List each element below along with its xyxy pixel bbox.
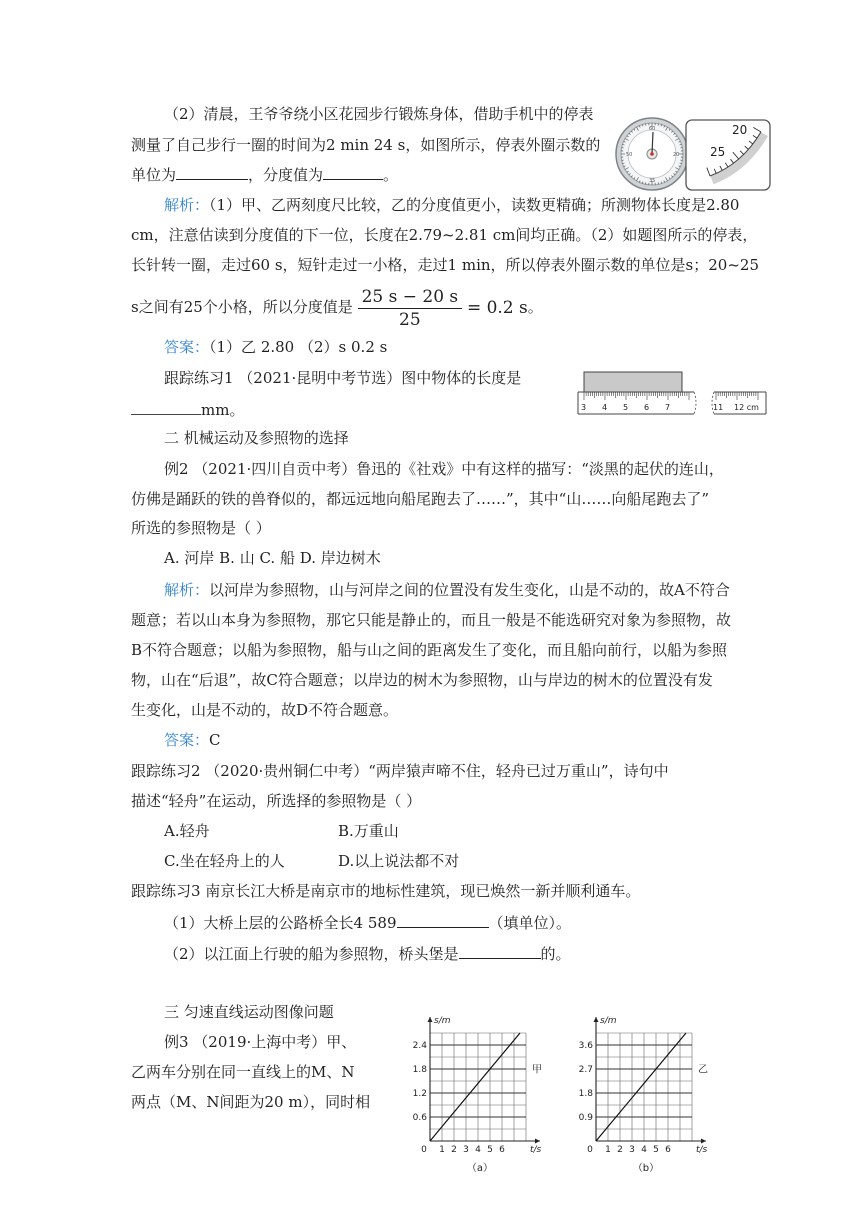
section-3-heading: 三 匀速直线运动图像问题 bbox=[164, 1003, 334, 1021]
fraction-numerator: 25 s − 20 s bbox=[358, 286, 463, 309]
practice-1-line-2 bbox=[131, 398, 244, 420]
problem-2-line-3 bbox=[131, 163, 398, 185]
option-c: C.坐在轻舟上的人 bbox=[164, 852, 285, 870]
practice-2-line-1: 跟踪练习2 （2020·贵州铜仁中考）“两岸猿声啼不住，轻舟已过万重山”，诗句中 bbox=[131, 762, 669, 780]
text: （2）以江面上行驶的船为参照物，桥头堡是 bbox=[164, 945, 459, 963]
text: （填单位）。 bbox=[488, 914, 572, 932]
section-2-heading: 二 机械运动及参照物的选择 bbox=[164, 429, 349, 447]
text: （1）乙 2.80 （2）s 0.2 s bbox=[209, 338, 388, 356]
x-tick-label: 3 bbox=[629, 1145, 635, 1155]
x-tick-label: 4 bbox=[475, 1145, 481, 1155]
series-line bbox=[596, 1033, 686, 1141]
svg-text:50: 50 bbox=[626, 152, 633, 158]
ruler bbox=[578, 392, 766, 414]
graph-caption: （a） bbox=[466, 1163, 494, 1174]
text: 的。 bbox=[540, 945, 571, 963]
analysis-1-line-4 bbox=[131, 282, 543, 333]
analysis-label: 解析： bbox=[164, 581, 210, 599]
text: 单位为 bbox=[131, 166, 177, 184]
ruler-tick-label: 5 bbox=[623, 403, 629, 412]
y-tick-label: 0.9 bbox=[578, 1113, 593, 1123]
analysis-2-line-3: B不符合题意；以船为参照物，船与山之间的距离发生了变化，而且船向前行，以船为参照 bbox=[131, 641, 728, 659]
ruler-tick-label: 7 bbox=[665, 403, 671, 412]
problem-2-line-1: （2）清晨，王爷爷绕小区花园步行锻炼身体，借助手机中的停表 bbox=[164, 105, 594, 123]
example-3-line-2: 乙两车分别在同一直线上的M、N bbox=[131, 1063, 355, 1081]
example-2-line-3: 所选的参照物是（ ） bbox=[131, 519, 271, 537]
st-graph-b bbox=[566, 1016, 726, 1174]
answer-2 bbox=[164, 730, 221, 750]
y-tick-label: 1.8 bbox=[412, 1065, 427, 1075]
practice-2-line-2: 描述“轻舟”在运动，所选择的参照物是（ ） bbox=[131, 792, 422, 810]
x-tick-label: 1 bbox=[605, 1145, 611, 1155]
analysis-1-line-2: cm，注意估读到分度值的下一位，长度在2.79~2.81 cm间均正确。（2）如题图所示的停表， bbox=[131, 226, 758, 244]
x-tick-label: 1 bbox=[439, 1145, 445, 1155]
answer-blank[interactable] bbox=[397, 911, 489, 928]
text: 。 bbox=[527, 298, 543, 316]
y-tick-label: 2.7 bbox=[578, 1065, 593, 1075]
x-axis-label: t/s bbox=[530, 1145, 542, 1155]
ruler-tick-label: 12 cm bbox=[734, 403, 759, 412]
y-axis-label: s/m bbox=[434, 1016, 451, 1026]
graph-caption: （b） bbox=[632, 1163, 660, 1174]
problem-2-line-2: 测量了自己步行一圈的时间为2 min 24 s，如图所示，停表外圈示数的 bbox=[131, 136, 601, 154]
fraction-denominator: 25 bbox=[399, 309, 421, 330]
measured-object bbox=[584, 372, 682, 392]
analysis-2-line-1 bbox=[164, 580, 730, 600]
answer-blank[interactable] bbox=[323, 163, 383, 180]
y-tick-label: 1.2 bbox=[412, 1089, 427, 1099]
x-tick-label: 2 bbox=[617, 1145, 623, 1155]
y-tick-label: 1.8 bbox=[578, 1089, 593, 1099]
text: 。 bbox=[383, 166, 399, 184]
example-2-options: A. 河岸 B. 山 C. 船 D. 岸边树木 bbox=[164, 549, 381, 567]
ruler-tick-label: 4 bbox=[602, 403, 608, 412]
analysis-label: 解析： bbox=[164, 196, 210, 214]
answer-blank[interactable] bbox=[131, 398, 201, 415]
st-graph-a bbox=[400, 1016, 560, 1174]
answer-label: 答案： bbox=[164, 731, 210, 749]
text: s之间有25个小格，所以分度值是 bbox=[131, 298, 353, 316]
text: mm。 bbox=[201, 401, 245, 419]
analysis-2-line-2: 题意；若以山本身为参照物，那它只能是静止的，而且一般是不能选研究对象为参照物，故 bbox=[131, 611, 732, 629]
svg-text:20: 20 bbox=[673, 152, 680, 158]
analysis-2-line-5: 生变化，山是不动的，故D不符合题意。 bbox=[131, 701, 399, 719]
series-label: 甲 bbox=[532, 1064, 542, 1076]
stopwatch-zoom-inset bbox=[686, 120, 770, 190]
x-tick-label: 3 bbox=[463, 1145, 469, 1155]
practice-1-line-1: 跟踪练习1 （2021·昆明中考节选）图中物体的长度是 bbox=[164, 369, 522, 387]
text: （1）大桥上层的公路桥全长4 589 bbox=[164, 914, 397, 932]
x-tick-label: 2 bbox=[451, 1145, 457, 1155]
x-tick-label: 5 bbox=[487, 1145, 493, 1155]
y-tick-label: 3.6 bbox=[578, 1041, 593, 1051]
fraction bbox=[358, 286, 463, 331]
text: 以河岸为参照物，山与河岸之间的位置没有发生变化，山是不动的，故A不符合 bbox=[209, 581, 730, 599]
practice-3-line-1: 跟踪练习3 南京长江大桥是南京市的地标性建筑，现已焕然一新并顺利通车。 bbox=[131, 882, 641, 900]
zoom-label-20: 20 bbox=[732, 123, 748, 137]
practice-3-q1 bbox=[164, 911, 571, 933]
text: （1）甲、乙两刻度尺比较，乙的分度值更小，读数更精确；所测物体长度是2.80 bbox=[209, 196, 740, 214]
analysis-1-line-3: 长针转一圈，走过60 s，短针走过一小格，走过1 min，所以停表外圈示数的单位是s；20~25 bbox=[131, 256, 759, 274]
x-tick-label: 0 bbox=[587, 1145, 593, 1155]
x-tick-label: 6 bbox=[665, 1145, 671, 1155]
stopwatch-figure bbox=[612, 116, 774, 192]
example-2-line-1: 例2 （2021·四川自贡中考）鲁迅的《社戏》中有这样的描写：“淡黑的起伏的连山， bbox=[164, 460, 724, 478]
answer-1 bbox=[164, 337, 387, 357]
series-label: 乙 bbox=[698, 1064, 708, 1076]
x-tick-label: 4 bbox=[641, 1145, 647, 1155]
analysis-1-line-1 bbox=[164, 195, 739, 215]
x-axis-label: t/s bbox=[696, 1145, 708, 1155]
x-tick-label: 5 bbox=[653, 1145, 659, 1155]
fraction-result: = 0.2 s bbox=[466, 298, 528, 318]
y-axis-label: s/m bbox=[600, 1016, 617, 1026]
svg-text:35: 35 bbox=[649, 178, 656, 184]
practice-3-q2 bbox=[164, 942, 571, 964]
option-d: D.以上说法都不对 bbox=[338, 852, 460, 870]
ruler-figure bbox=[574, 370, 770, 420]
analysis-2-line-4: 物，山在“后退”，故C符合题意；以岸边的树木为参照物，山与岸边的树木的位置没有发 bbox=[131, 671, 713, 689]
y-tick-label: 2.4 bbox=[412, 1041, 427, 1051]
answer-label: 答案： bbox=[164, 338, 210, 356]
stopwatch-icon bbox=[616, 118, 688, 190]
zoom-label-25: 25 bbox=[710, 145, 726, 159]
x-tick-label: 0 bbox=[421, 1145, 427, 1155]
option-a: A.轻舟 bbox=[164, 822, 210, 840]
ruler-tick-label: 11 bbox=[713, 403, 724, 412]
example-3-line-3: 两点（M、N间距为20 m），同时相 bbox=[131, 1093, 371, 1111]
series-line bbox=[430, 1033, 520, 1141]
y-tick-label: 0.6 bbox=[412, 1113, 427, 1123]
text: C bbox=[209, 731, 221, 749]
svg-text:60: 60 bbox=[649, 126, 656, 132]
text: ，分度值为 bbox=[248, 166, 324, 184]
ruler-tick-label: 3 bbox=[581, 403, 587, 412]
example-2-line-2: 仿佛是踊跃的铁的兽脊似的，都远远地向船尾跑去了……”，其中“山……向船尾跑去了” bbox=[131, 490, 710, 508]
option-b: B.万重山 bbox=[338, 822, 399, 840]
example-3-line-1: 例3 （2019·上海中考）甲、 bbox=[164, 1033, 357, 1051]
answer-blank[interactable] bbox=[176, 163, 248, 180]
x-tick-label: 6 bbox=[499, 1145, 505, 1155]
ruler-tick-label: 6 bbox=[644, 403, 650, 412]
answer-blank[interactable] bbox=[459, 942, 541, 959]
